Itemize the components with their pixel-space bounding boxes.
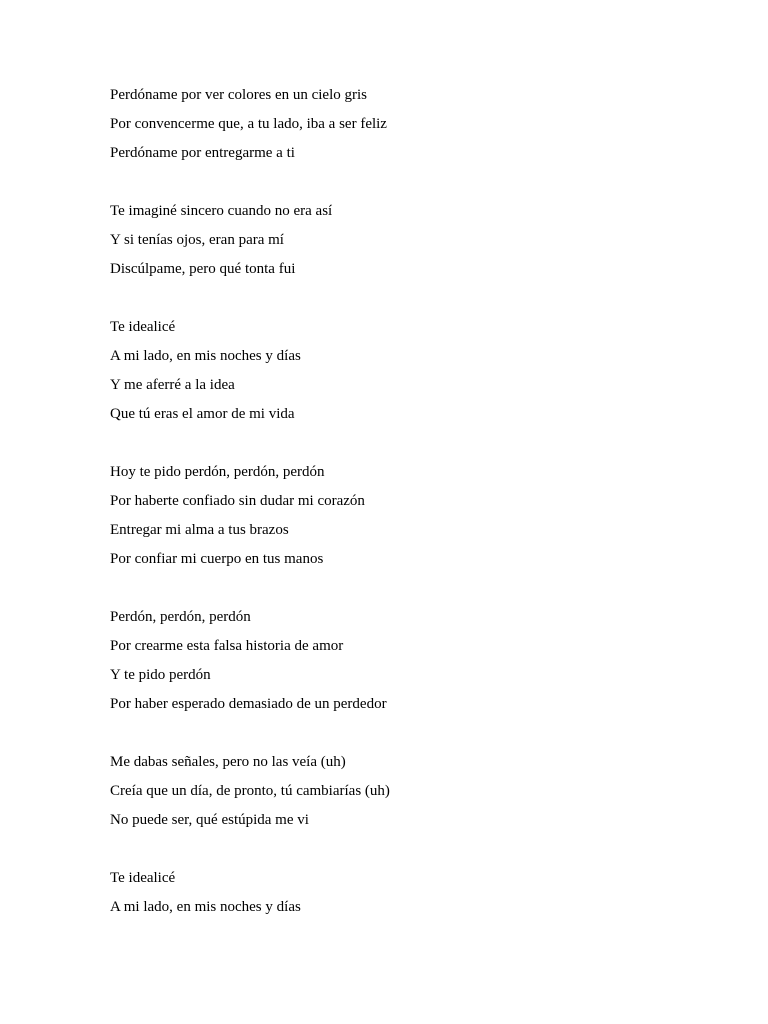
stanza [110,606,730,722]
stanza [110,84,730,171]
lyric-line: Por haberte confiado sin dudar mi corazón [110,493,365,509]
lyric-line: Por convencerme que, a tu lado, iba a ser feliz [110,116,387,132]
lyric-line: A mi lado, en mis noches y días [110,348,301,364]
lyric-line: Te imaginé sincero cuando no era así [110,203,333,219]
stanza [110,751,730,838]
lyric-line: Te idealicé [110,870,176,886]
lyric-line: Perdón, perdón, perdón [110,609,251,625]
lyric-line: A mi lado, en mis noches y días [110,899,301,915]
lyric-line: Discúlpame, pero qué tonta fui [110,261,296,277]
lyric-line: Y me aferré a la idea [110,377,235,393]
lyric-line: Hoy te pido perdón, perdón, perdón [110,464,325,480]
lyric-line: Te idealicé [110,319,176,335]
lyric-line: No puede ser, qué estúpida me vi [110,812,309,828]
lyric-line: Entregar mi alma a tus brazos [110,522,289,538]
lyrics-body [110,84,730,954]
lyric-line: Por haber esperado demasiado de un perdedor [110,696,387,712]
lyric-line: Y si tenías ojos, eran para mí [110,232,284,248]
lyric-line: Perdóname por entregarme a ti [110,145,295,161]
lyric-line: Y te pido perdón [110,667,211,683]
lyric-line: Creía que un día, de pronto, tú cambiarías (uh) [110,783,390,799]
lyric-line: Por confiar mi cuerpo en tus manos [110,551,324,567]
stanza [110,461,730,577]
lyric-line: Que tú eras el amor de mi vida [110,406,295,422]
stanza [110,200,730,287]
stanza [110,867,730,925]
stanza [110,316,730,432]
lyric-line: Por crearme esta falsa historia de amor [110,638,344,654]
lyric-line: Me dabas señales, pero no las veía (uh) [110,754,346,770]
lyric-line: Perdóname por ver colores en un cielo gris [110,87,367,103]
